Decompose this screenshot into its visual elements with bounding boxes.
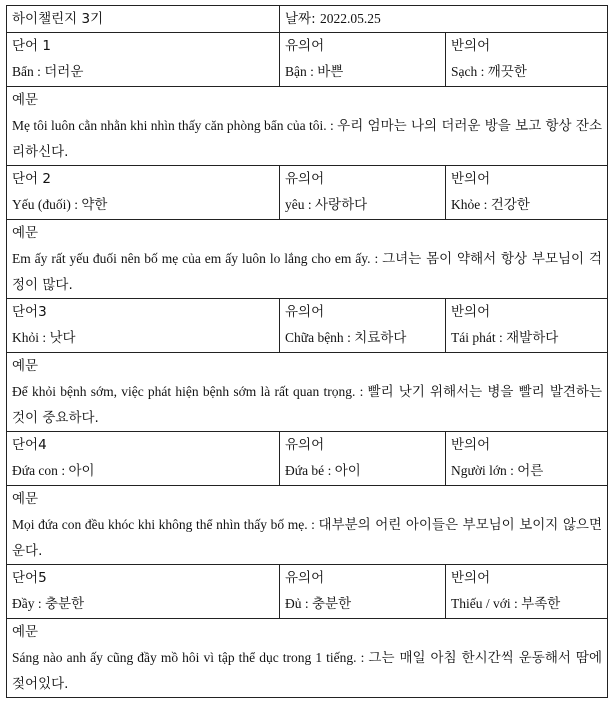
synonym-cell: 유의어 Đủ : 충분한 xyxy=(280,565,446,619)
synonym-korean: 바쁜 xyxy=(317,64,344,80)
example-vietnamese: Để khỏi bệnh sớm, việc phát hiện bệnh sớm là rất quan trọng. xyxy=(12,384,356,399)
word-cell: 단어3 Khỏi : 낫다 xyxy=(7,299,280,353)
antonym-cell: 반의어 Khỏe : 건강한 xyxy=(446,166,608,220)
word-korean: 낫다 xyxy=(49,330,76,346)
word-vietnamese: Đứa con xyxy=(12,463,58,478)
word-row xyxy=(7,565,608,619)
example-cell: 예문 Mọi đứa con đều khóc khi không thể nhìn thấy bố mẹ. : 대부분의 어린 아이들은 부모님이 보이지 않으면 운다. xyxy=(7,486,608,565)
example-row xyxy=(7,353,608,432)
antonym-vietnamese: Tái phát xyxy=(451,330,496,345)
example-korean: 빨리 낫기 위해서는 병을 빨리 발견하는 것이 중요하다. xyxy=(12,384,602,426)
synonym-vietnamese: Bận xyxy=(285,64,307,79)
antonym-cell: 반의어 Tái phát : 재발하다 xyxy=(446,299,608,353)
example-label: 예문 xyxy=(12,491,39,507)
word-label: 단어 1 xyxy=(12,38,51,54)
word-vietnamese: Khỏi xyxy=(12,330,39,345)
example-cell: 예문 Sáng nào anh ấy cũng đầy mồ hôi vì tập thể dục trong 1 tiếng. : 그는 매일 아침 한시간씩 운동해서 땀에 젖어있다. xyxy=(7,619,608,698)
synonym-korean: 사랑하다 xyxy=(315,197,368,213)
word-label: 단어4 xyxy=(12,437,47,453)
example-korean: 그녀는 몸이 약해서 항상 부모님이 걱정이 많다. xyxy=(12,251,602,293)
vocabulary-table-body xyxy=(7,6,608,698)
example-vietnamese: Mẹ tôi luôn cằn nhằn khi nhìn thấy căn phòng bẩn của tôi. xyxy=(12,118,327,133)
word-cell: 단어4 Đứa con : 아이 xyxy=(7,432,280,486)
example-row xyxy=(7,619,608,698)
antonym-vietnamese: Sạch xyxy=(451,64,478,79)
example-label: 예문 xyxy=(12,358,39,374)
word-cell: 단어 1 Bẩn : 더러운 xyxy=(7,33,280,87)
antonym-vietnamese: Người lớn xyxy=(451,463,507,478)
synonym-vietnamese: Đủ xyxy=(285,596,302,611)
example-korean: 그는 매일 아침 한시간씩 운동해서 땀에 젖어있다. xyxy=(12,650,602,692)
synonym-korean: 아이 xyxy=(334,463,361,479)
synonym-label: 유의어 xyxy=(285,38,325,54)
word-vietnamese: Yếu (đuối) xyxy=(12,197,71,212)
antonym-korean: 건강한 xyxy=(490,197,530,213)
word-label: 단어5 xyxy=(12,570,47,586)
synonym-label: 유의어 xyxy=(285,437,325,453)
example-cell: 예문 Mẹ tôi luôn cằn nhằn khi nhìn thấy căn phòng bẩn của tôi. : 우리 엄마는 나의 더러운 방을 보고 항상 잔소리하신다. xyxy=(7,87,608,166)
antonym-cell: 반의어 Thiếu / với : 부족한 xyxy=(446,565,608,619)
antonym-label: 반의어 xyxy=(451,437,491,453)
synonym-label: 유의어 xyxy=(285,304,325,320)
word-cell: 단어 2 Yếu (đuối) : 약한 xyxy=(7,166,280,220)
antonym-vietnamese: Khỏe xyxy=(451,197,481,212)
word-vietnamese: Đầy xyxy=(12,596,35,611)
synonym-cell: 유의어 Chữa bệnh : 치료하다 xyxy=(280,299,446,353)
example-label: 예문 xyxy=(12,624,39,640)
synonym-cell: 유의어 Bận : 바쁜 xyxy=(280,33,446,87)
example-row xyxy=(7,220,608,299)
synonym-korean: 치료하다 xyxy=(354,330,407,346)
word-cell: 단어5 Đầy : 충분한 xyxy=(7,565,280,619)
example-row xyxy=(7,87,608,166)
word-korean: 충분한 xyxy=(45,596,85,612)
synonym-vietnamese: yêu xyxy=(285,197,305,212)
example-cell: 예문 Để khỏi bệnh sớm, việc phát hiện bệnh sớm là rất quan trọng. : 빨리 낫기 위해서는 병을 빨리 발견하는 것이 중요하다. xyxy=(7,353,608,432)
example-cell: 예문 Em ấy rất yếu đuối nên bố mẹ của em ấy luôn lo lắng cho em ấy. : 그녀는 몸이 약해서 항상 부모님이 걱정이 많다. xyxy=(7,220,608,299)
synonym-label: 유의어 xyxy=(285,570,325,586)
word-label: 단어3 xyxy=(12,304,47,320)
example-korean: 대부분의 어린 아이들은 부모님이 보이지 않으면 운다. xyxy=(12,517,602,559)
antonym-label: 반의어 xyxy=(451,304,491,320)
antonym-cell: 반의어 Người lớn : 어른 xyxy=(446,432,608,486)
date-cell xyxy=(280,6,608,33)
word-vietnamese: Bẩn xyxy=(12,64,34,79)
example-korean: 우리 엄마는 나의 더러운 방을 보고 항상 잔소리하신다. xyxy=(12,118,602,160)
word-label: 단어 2 xyxy=(12,171,51,187)
word-row xyxy=(7,166,608,220)
antonym-korean: 부족한 xyxy=(521,596,561,612)
example-label: 예문 xyxy=(12,92,39,108)
word-korean: 아이 xyxy=(68,463,95,479)
vocabulary-table xyxy=(6,5,608,698)
program-title-text: 하이챌린지 3기 xyxy=(12,11,104,27)
word-row xyxy=(7,432,608,486)
synonym-korean: 충분한 xyxy=(312,596,352,612)
synonym-cell: 유의어 Đứa bé : 아이 xyxy=(280,432,446,486)
program-title xyxy=(7,6,280,33)
antonym-korean: 어른 xyxy=(517,463,544,479)
example-vietnamese: Sáng nào anh ấy cũng đầy mồ hôi vì tập thể dục trong 1 tiếng. xyxy=(12,650,357,665)
antonym-cell: 반의어 Sạch : 깨끗한 xyxy=(446,33,608,87)
example-vietnamese: Em ấy rất yếu đuối nên bố mẹ của em ấy luôn lo lắng cho em ấy. xyxy=(12,251,371,266)
synonym-vietnamese: Chữa bệnh xyxy=(285,330,344,345)
antonym-label: 반의어 xyxy=(451,570,491,586)
word-row xyxy=(7,33,608,87)
antonym-label: 반의어 xyxy=(451,38,491,54)
header-row xyxy=(7,6,608,33)
antonym-vietnamese: Thiếu / với xyxy=(451,596,511,611)
synonym-cell: 유의어 yêu : 사랑하다 xyxy=(280,166,446,220)
synonym-vietnamese: Đứa bé xyxy=(285,463,325,478)
antonym-korean: 깨끗한 xyxy=(487,64,527,80)
example-label: 예문 xyxy=(12,225,39,241)
synonym-label: 유의어 xyxy=(285,171,325,187)
antonym-korean: 재발하다 xyxy=(506,330,559,346)
example-row xyxy=(7,486,608,565)
word-korean: 더러운 xyxy=(44,64,84,80)
word-row xyxy=(7,299,608,353)
date-value: 2022.05.25 xyxy=(319,11,381,26)
antonym-label: 반의어 xyxy=(451,171,491,187)
date-label: 날짜: xyxy=(285,11,316,27)
word-korean: 약한 xyxy=(81,197,108,213)
example-vietnamese: Mọi đứa con đều khóc khi không thể nhìn thấy bố mẹ. xyxy=(12,517,308,532)
